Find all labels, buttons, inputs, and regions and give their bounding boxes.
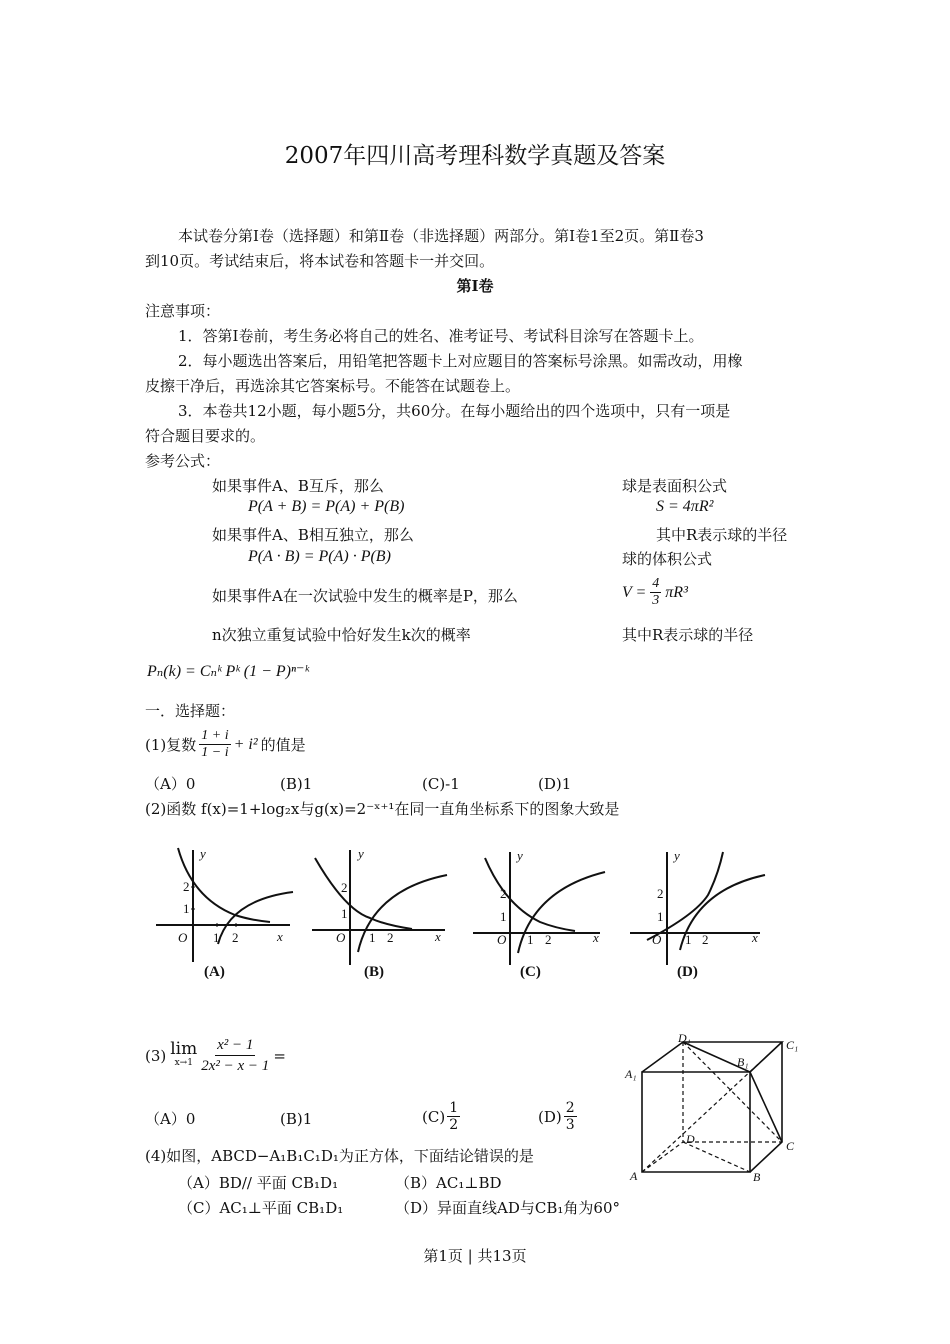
formula-sphere-area: S = 4πR² <box>656 498 714 515</box>
question-4: (4)如图，ABCD−A₁B₁C₁D₁为正方体，下面结论错误的是 <box>145 1147 534 1165</box>
q3-fraction <box>201 1035 269 1076</box>
graph-a-tick-x1: 1 <box>213 930 220 945</box>
formula-sphere-volume <box>622 576 688 609</box>
q3-option-d-prefix: (D) <box>538 1107 562 1126</box>
graph-a-x-label: x <box>277 929 283 944</box>
graph-d-tick-x2: 2 <box>702 932 709 947</box>
q1-prefix: (1)复数 <box>145 735 197 754</box>
formula-independent: P(A · B) = P(A) · P(B) <box>248 548 391 565</box>
q1-fraction <box>199 728 230 761</box>
notice-item-2-line-1: 2．每小题选出答案后，用铅笔把答题卡上对应题目的答案标号涂黑。如需改动，用橡 <box>178 352 743 370</box>
q1-option-a: （A）0 <box>145 775 196 793</box>
formula-exclusive: P(A + B) = P(A) + P(B) <box>248 498 405 515</box>
cube-label-a1: A₁ <box>625 1067 637 1081</box>
graph-b-x-label: x <box>435 929 441 944</box>
q2-graph-c <box>473 852 605 965</box>
graph-a-tick-x2: 2 <box>232 930 239 945</box>
graph-b-tick-y2: 2 <box>341 880 348 895</box>
cube-label-b1: B₁ <box>737 1055 749 1069</box>
graph-b-tick-x1: 1 <box>369 930 376 945</box>
graph-b-tick-y1: 1 <box>341 906 348 921</box>
formulas-heading: 参考公式： <box>145 452 221 470</box>
sphere-volume-prefix: V = <box>622 583 647 601</box>
q1-option-d: (D)1 <box>538 775 572 793</box>
q2-axis-labels <box>178 846 758 947</box>
graph-d-tick-y2: 2 <box>657 886 664 901</box>
q3-option-d-fraction <box>564 1100 577 1133</box>
notice-item-3-line-1: 3．本卷共12小题，每小题5分，共60分。在每小题给出的四个选项中，只有一项是 <box>178 402 731 420</box>
graph-c-origin-label: O <box>497 932 507 947</box>
q4-option-b: （B）AC₁⊥BD <box>395 1174 502 1192</box>
q3-option-d-denominator: 3 <box>565 1117 575 1133</box>
q1-suffix: 的值是 <box>260 735 306 754</box>
part1-heading: 第Ⅰ卷 <box>456 277 494 295</box>
formula-sphere-area-label: 球是表面积公式 <box>622 477 728 495</box>
page-footer: 第1页 | 共13页 <box>423 1247 527 1265</box>
q1-option-c: (C)-1 <box>422 775 460 793</box>
graph-c-tick-x2: 2 <box>545 932 552 947</box>
graph-a-tick-y2: 2 <box>183 879 190 894</box>
cube-label-b: B <box>753 1170 761 1184</box>
formula-probability-label: 如果事件A在一次试验中发生的概率是P，那么 <box>212 587 518 605</box>
graph-b-y-label: y <box>358 846 364 861</box>
graph-b-origin-label: O <box>336 930 346 945</box>
q2-tick-labels <box>183 879 709 947</box>
q3-equals: = <box>273 1046 286 1065</box>
graph-a-g-curve <box>178 848 270 922</box>
q4-option-a: （A）BD// 平面 CB₁D₁ <box>178 1174 339 1192</box>
graph-d-tick-x1: 1 <box>685 932 692 947</box>
q3-lim-sub: x→1 <box>174 1057 193 1068</box>
sphere-volume-denominator: 3 <box>652 593 660 608</box>
cube-label-a: A <box>630 1169 638 1183</box>
question-2: (2)函数 f(x)=1+log₂x与g(x)=2⁻ˣ⁺¹在同一直角坐标系下的图象大致是 <box>145 800 620 818</box>
page-title: 2007年四川高考理科数学真题及答案 <box>284 143 666 169</box>
q2-graph-d <box>630 852 765 965</box>
q3-numerator: x² − 1 <box>215 1035 255 1056</box>
graph-d-x-label: x <box>752 930 758 945</box>
q1-numerator: 1 + i <box>201 728 229 743</box>
q3-option-a: （A）0 <box>145 1110 196 1128</box>
graph-c-y-label: y <box>517 848 523 863</box>
q2-graphs <box>140 840 780 990</box>
graph-c-g-curve <box>485 858 575 931</box>
graph-d-y-label: y <box>674 848 680 863</box>
graph-a-origin-label: O <box>178 930 188 945</box>
cube-label-d: D <box>686 1132 695 1146</box>
q1-plus-term: + i² <box>233 735 258 753</box>
cube-label-c: C <box>786 1139 795 1153</box>
graph-d-caption: (D) <box>677 964 698 980</box>
q2-graph-a <box>156 848 293 962</box>
q4-option-c: （C）AC₁⊥平面 CB₁D₁ <box>178 1199 344 1217</box>
notice-item-2-line-2: 皮擦干净后，再选涂其它答案标号。不能答在试题卷上。 <box>145 377 521 395</box>
graph-c-tick-x1: 1 <box>527 932 534 947</box>
notice-item-3-line-2: 符合题目要求的。 <box>145 427 266 445</box>
q3-option-c-denominator: 2 <box>449 1117 459 1133</box>
q1-option-b: (B)1 <box>280 775 313 793</box>
intro-line-2: 到10页。考试结束后，将本试卷和答题卡一并交回。 <box>145 252 495 270</box>
q4-option-d: （D）异面直线AD与CB₁角为60° <box>395 1199 620 1217</box>
q3-option-c-fraction <box>447 1100 460 1133</box>
section-choice-heading: 一．选择题： <box>145 702 236 720</box>
graph-c-tick-y1: 1 <box>500 909 507 924</box>
q3-option-d <box>538 1100 577 1133</box>
q2-graph-captions <box>204 964 698 980</box>
cube-label-c1: C₁ <box>786 1038 799 1052</box>
notice-heading: 注意事项： <box>145 302 221 320</box>
question-1 <box>145 728 306 761</box>
graph-a-tick-y1: 1 <box>183 901 190 916</box>
notice-item-1: 1．答第Ⅰ卷前，考生务必将自己的姓名、准考证号、考试科目涂写在答题卡上。 <box>178 327 704 345</box>
q3-lim: lim <box>170 1038 198 1059</box>
formula-radius-note-1: 其中R表示球的半径 <box>656 526 788 544</box>
q3-prefix: (3) <box>145 1046 167 1065</box>
sphere-volume-fraction <box>650 576 661 609</box>
sphere-volume-numerator: 4 <box>652 576 660 591</box>
q1-denominator: 1 − i <box>201 745 229 760</box>
formula-exclusive-label: 如果事件A、B互斥，那么 <box>212 477 384 495</box>
formula-bernoulli: Pₙ(k) = Cₙᵏ Pᵏ (1 − P)ⁿ⁻ᵏ <box>147 663 309 680</box>
graph-b-tick-x2: 2 <box>387 930 394 945</box>
q2-graph-b <box>312 850 447 965</box>
graph-c-tick-y2: 2 <box>500 886 507 901</box>
graph-a-y-label: y <box>200 846 206 861</box>
cube-hidden-edges <box>642 1042 782 1172</box>
graph-a-caption: (A) <box>204 964 225 980</box>
graph-b-caption: (B) <box>364 964 384 980</box>
q3-option-c-numerator: 1 <box>449 1100 459 1116</box>
graph-c-caption: (C) <box>520 964 541 980</box>
q4-cube-figure <box>620 1030 810 1190</box>
q3-option-d-numerator: 2 <box>565 1100 575 1116</box>
formula-independent-label: 如果事件A、B相互独立，那么 <box>212 526 414 544</box>
q3-option-b: (B)1 <box>280 1110 313 1128</box>
q3-option-c <box>422 1100 460 1133</box>
intro-line-1: 本试卷分第Ⅰ卷（选择题）和第Ⅱ卷（非选择题）两部分。第Ⅰ卷1至2页。第Ⅱ卷3 <box>178 227 704 245</box>
cube-label-d1: D₁ <box>678 1031 691 1045</box>
q3-denominator: 2x² − x − 1 <box>201 1058 270 1074</box>
formula-radius-note-2: 其中R表示球的半径 <box>622 626 754 644</box>
question-3 <box>145 1035 286 1076</box>
sphere-volume-suffix: πR³ <box>665 583 688 601</box>
graph-d-origin-label: O <box>652 932 662 947</box>
q3-option-c-prefix: (C) <box>422 1107 446 1126</box>
formula-bernoulli-label: n次独立重复试验中恰好发生k次的概率 <box>212 626 471 644</box>
graph-c-x-label: x <box>593 930 599 945</box>
q3-limit <box>170 1038 198 1070</box>
formula-sphere-volume-label: 球的体积公式 <box>622 550 713 568</box>
graph-d-tick-y1: 1 <box>657 909 664 924</box>
